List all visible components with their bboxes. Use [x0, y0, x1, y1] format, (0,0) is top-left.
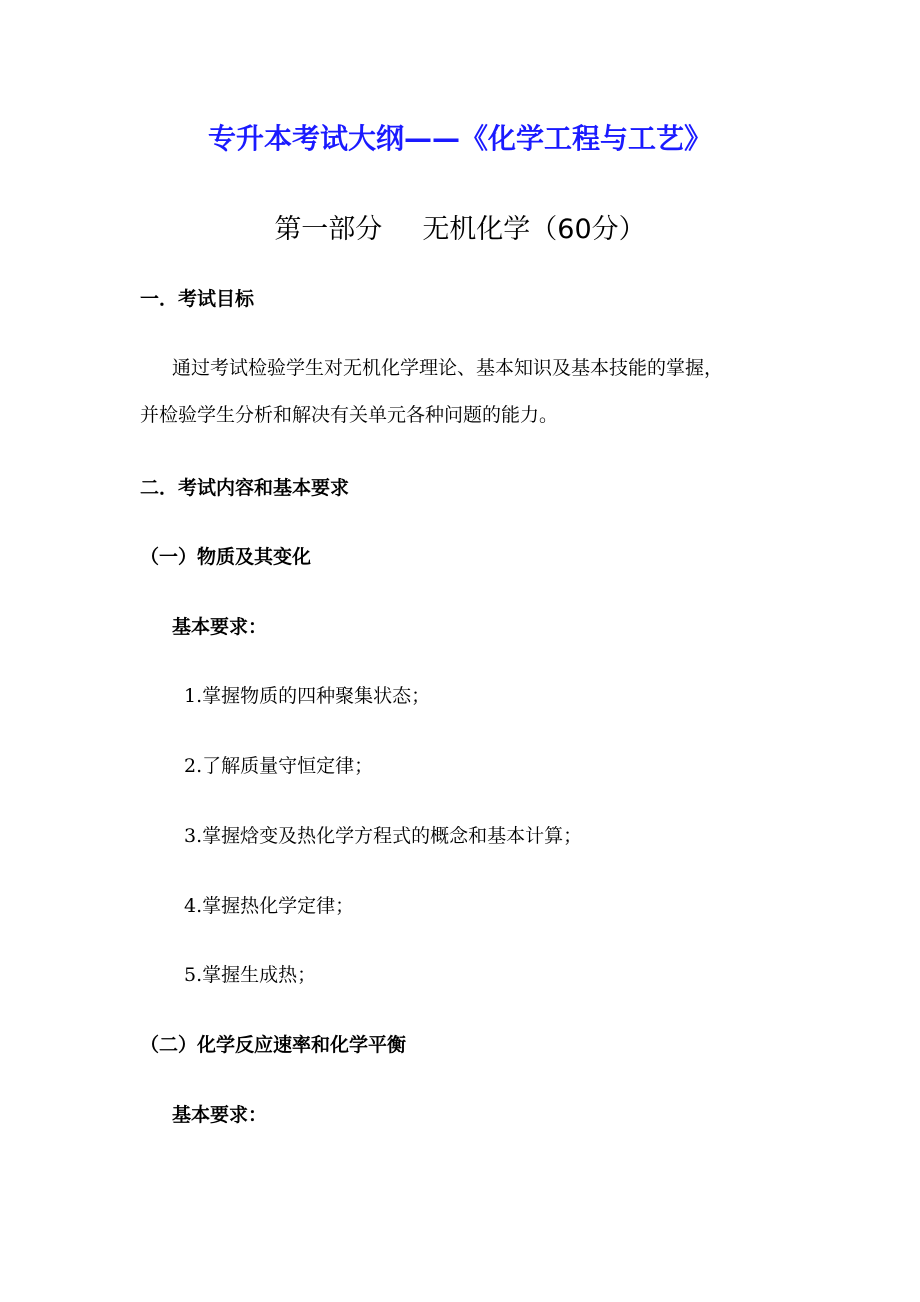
- part-title-suffix: 无机化学（60分）: [422, 214, 646, 245]
- goal-paragraph-line-2: 并检验学生分析和解决有关单元各种问题的能力。: [140, 404, 559, 426]
- requirement-item: 4.掌握热化学定律；: [184, 895, 355, 917]
- section-heading-goal: 一．考试目标: [140, 288, 255, 310]
- requirement-item: 3.掌握焓变及热化学方程式的概念和基本计算；: [184, 825, 583, 847]
- subsection-heading-matter: （一）物质及其变化: [140, 546, 312, 568]
- requirement-item: 1.掌握物质的四种聚集状态；: [184, 685, 431, 707]
- goal-paragraph-line-1: 通过考试检验学生对无机化学理论、基本知识及基本技能的掌握，: [172, 357, 724, 379]
- requirements-label: 基本要求：: [172, 1104, 268, 1126]
- part-title: [0, 216, 920, 243]
- subsection-heading-kinetics: （二）化学反应速率和化学平衡: [140, 1034, 407, 1056]
- requirement-item: 2.了解质量守恒定律；: [184, 755, 374, 777]
- part-title-prefix: 第一部分: [274, 214, 383, 245]
- requirement-item: 5.掌握生成热；: [184, 964, 317, 986]
- requirements-label: 基本要求：: [172, 616, 268, 638]
- section-heading-content: 二．考试内容和基本要求: [140, 477, 350, 499]
- document-title: 专升本考试大纲——《化学工程与工艺》: [207, 122, 712, 155]
